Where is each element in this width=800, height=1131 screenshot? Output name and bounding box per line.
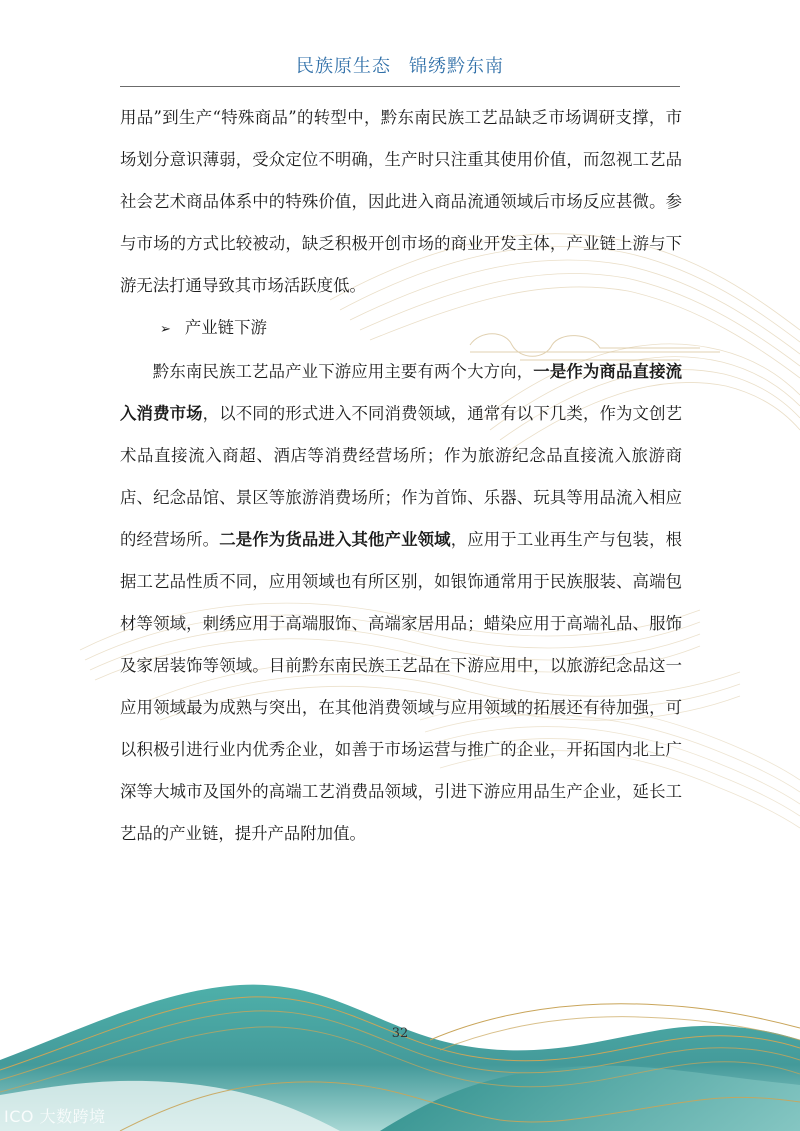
section-heading-text: 产业链下游	[184, 318, 267, 337]
paragraph-2	[120, 351, 682, 855]
header-left-title: 民族原生态	[296, 56, 391, 77]
header-right-title: 锦绣黔东南	[409, 56, 504, 77]
paragraph-2-part-e: ，应用于工业再生产与包装，根据工艺品性质不同，应用领域也有所区别，如银饰通常用于民族服装、高端包材等领域，刺绣应用于高端服饰、高端家居用品；蜡染应用于高端礼品、服饰及家居装饰等领域。目前黔东南民族工艺品在下游应用中，以旅游纪念品这一应用领域最为成熟与突出，在其他消费领域与应用领域的拓展还有待加强，可以积极引进行业内优秀企业，如善于市场运营与推广的企业，开拓国内北上广深等大城市及国外的高端工艺消费品领域，引进下游应用品生产企业，延长工艺品的产业链，提升产品附加值。	[120, 530, 683, 843]
arrow-bullet-icon: ➢	[160, 322, 171, 337]
paragraph-2-part-a: 黔东南民族工艺品产业下游应用主要有两个大方向，	[152, 362, 534, 381]
main-content	[120, 97, 682, 855]
paragraph-1: 用品”到生产“特殊商品”的转型中，黔东南民族工艺品缺乏市场调研支撑，市场划分意识薄弱，受众定位不明确，生产时只注重其使用价值，而忽视工艺品社会艺术商品体系中的特殊价值，因此进入商品流通领域后市场反应甚微。参与市场的方式比较被动，缺乏积极开创市场的商业开发主体，产业链上游与下游无法打通导致其市场活跃度低。	[120, 108, 682, 295]
paragraph-2-part-c: ，以不同的形式进入不同消费领域，通常有以下几类，作为文创艺术品直接流入商超、酒店等消费经营场所；作为旅游纪念品直接流入旅游商店、纪念品馆、景区等旅游消费场所；作为首饰、乐器、玩具等用品流入相应的经营场所。	[120, 404, 683, 549]
header-rule	[120, 86, 680, 87]
page-header	[120, 52, 680, 78]
watermark-logo: ICO 大数跨境	[4, 1107, 106, 1126]
section-heading	[120, 307, 682, 351]
paragraph-2-bold-2: 二是作为货品进入其他产业领域	[219, 530, 451, 549]
paragraph-2-bold-1: 一是作为商品直接流入消费市场	[120, 362, 683, 423]
page-number: 32	[391, 1026, 409, 1041]
